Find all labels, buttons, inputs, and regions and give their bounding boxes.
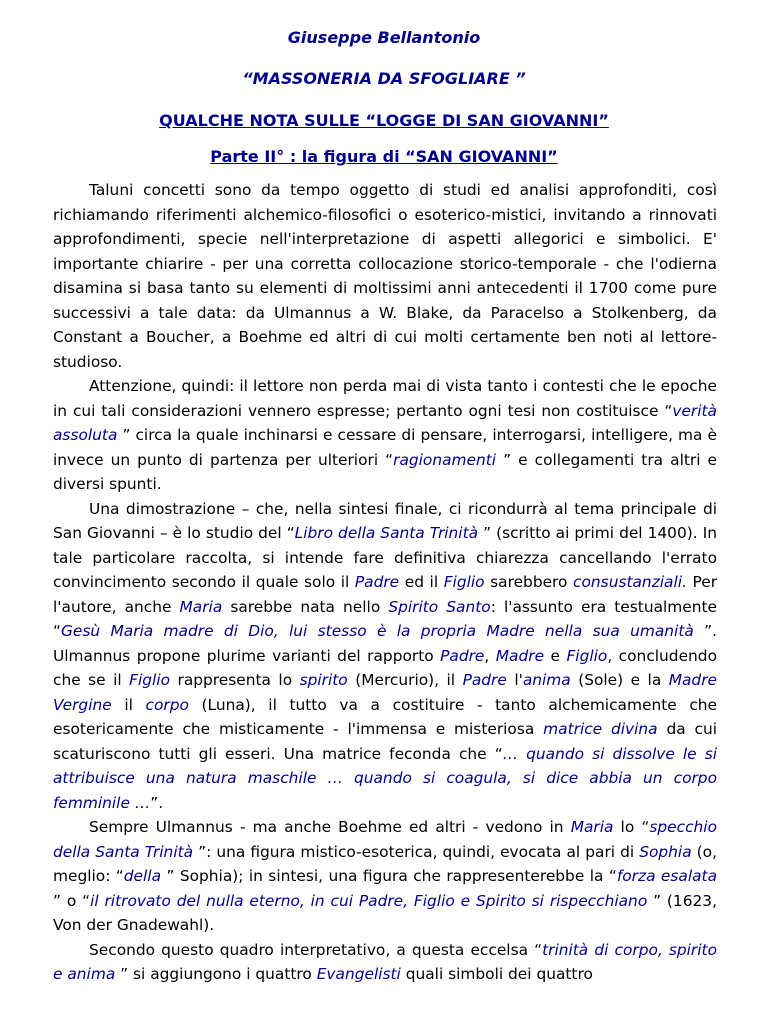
text-run: ” circa la quale inchinarsi e cessare di pensare, interrogarsi, intelligere, ma è invece un punto di partenza per ulteriori “: [53, 426, 717, 469]
italic-text: Maria: [570, 818, 614, 836]
italic-text: matrice divina: [543, 720, 658, 738]
italic-text: Madre Vergine: [53, 671, 717, 714]
text-run: (Mercurio), il: [347, 671, 463, 689]
text-run: ed il: [399, 573, 444, 591]
paragraph: [53, 178, 717, 374]
paragraph: [53, 497, 717, 816]
text-run: Sempre Ulmannus - ma anche Boehme ed altri - vedono in: [89, 818, 571, 836]
italic-text: Madre: [495, 646, 545, 665]
text-run: ” e collegamenti tra altri e diversi spunti.: [53, 450, 718, 493]
italic-text: Padre: [354, 573, 400, 591]
text-run: ,: [484, 646, 496, 665]
italic-text: Figlio: [443, 573, 485, 591]
italic-text: spirito: [299, 671, 348, 689]
text-run: il: [111, 695, 146, 714]
text-run: lo “: [613, 818, 650, 836]
text-run: da cui scaturiscono tutti gli esseri. Una matrice feconda che “: [53, 720, 717, 763]
author-name: Giuseppe Bellantonio: [287, 28, 481, 47]
text-run: (Luna), il tutto va a costituire - tanto alchemicamente che esotericamente che misticamente - l'immensa e misteriosa: [53, 695, 718, 738]
text-run: ” (1623, Von der Gnadewahl).: [53, 891, 717, 934]
document-title: “MASSONERIA DA SFOGLIARE ”: [242, 69, 526, 88]
text-run: sarebbero: [484, 573, 574, 591]
paragraph: [53, 815, 717, 938]
paragraph: [53, 938, 717, 987]
body-text: [53, 178, 717, 987]
italic-text: della: [123, 867, 167, 885]
text-run: ” si aggiungono i quattro: [120, 965, 317, 983]
text-run: Taluni concetti sono da tempo oggetto di studi ed analisi approfonditi, così richiamando riferimenti alchemico-filosofici o esoterico-mistici, invitando a rinnovati approfondimenti, specie nell'interpretazione di aspetti allegorici e simbolici. E' importante chiarire - per una corretta collocazione storico-temporale - che l'odierna disamina si basa tanto su elementi di moltissimi anni antecedenti il 1700 come pure successivi a tale data: da Ulmannus a W. Blake, da Paracelso a Stolkenberg, da Constant a Boucher, a Boehme ed altri di cui molti certamente ben noti al lettore-studioso.: [53, 181, 717, 371]
part-heading: Parte II° : la figura di “SAN GIOVANNI”: [210, 147, 558, 166]
text-run: sarebbe nata nello: [222, 597, 389, 616]
text-run: (o, meglio: “: [53, 842, 717, 885]
text-run: ”: una figura mistico-esoterica, quindi, evocata al pari di: [198, 842, 640, 861]
italic-text: Padre: [440, 646, 485, 665]
text-run: ” o “: [53, 891, 91, 910]
text-run: l': [506, 671, 523, 689]
italic-text: Padre: [462, 671, 507, 689]
text-run: Per l'autore, anche: [53, 573, 718, 616]
italic-text: consustanziali.: [573, 573, 687, 591]
italic-text: Gesù Maria madre di Dio, lui stesso è la propria Madre nella sua umanità: [60, 622, 705, 640]
italic-text: specchio della Santa Trinità: [53, 818, 717, 861]
italic-text: verità assoluta: [53, 401, 717, 444]
text-run: rappresenta lo: [170, 671, 300, 689]
italic-text: Spirito Santo: [388, 597, 491, 616]
text-run: ”.: [150, 793, 164, 812]
italic-text: forza esalata: [616, 867, 718, 885]
text-run: , concludendo che se il: [53, 646, 717, 689]
italic-text: Figlio: [566, 646, 608, 665]
document-subtitle: QUALCHE NOTA SULLE “LOGGE DI SAN GIOVANNI”: [159, 111, 609, 130]
italic-text: corpo: [145, 695, 189, 714]
text-run: e: [544, 646, 567, 665]
text-run: quali simboli dei quattro: [400, 965, 593, 983]
text-run: : l'assunto era testualmente “: [53, 597, 717, 640]
italic-text: anima: [522, 671, 571, 689]
italic-text: Evangelisti: [316, 965, 401, 983]
italic-text: trinità di corpo, spirito e anima: [53, 940, 717, 983]
text-run: ”. Ulmannus propone plurime varianti del rapporto: [53, 622, 717, 665]
text-run: (Sole) e la: [570, 671, 669, 689]
italic-text: Maria: [179, 597, 223, 616]
text-run: ” Sophia); in sintesi, una figura che rappresenterebbe la “: [166, 867, 617, 885]
paragraph: [53, 374, 717, 497]
italic-text: Figlio: [129, 671, 171, 689]
italic-text: Libro della Santa Trinità: [294, 524, 484, 542]
text-run: ” (scritto ai primi del 1400). In tale particolare raccolta, si intende fare definitiva chiarezza cancellando l'errato convincimento secondo il quale solo il: [53, 524, 717, 591]
italic-text: … quando si dissolve le si attribuisce una natura maschile … quando si coagula, si dice abbia un corpo femminile …: [53, 744, 717, 812]
italic-text: il ritrovato del nulla eterno, in cui Padre, Figlio e Spirito si rispecchiano: [90, 891, 654, 910]
italic-text: ragionamenti: [393, 450, 504, 469]
text-run: Attenzione, quindi: il lettore non perda mai di vista tanto i contesti che le epoche in cui tali considerazioni vennero espresse; pertanto ogni tesi non costituisce “: [53, 377, 717, 420]
text-run: Secondo questo quadro interpretativo, a questa eccelsa “: [89, 940, 543, 959]
italic-text: Sophia: [639, 842, 692, 861]
text-run: Una dimostrazione – che, nella sintesi finale, ci ricondurrà al tema principale di San Giovanni – è lo studio del “: [53, 499, 717, 542]
